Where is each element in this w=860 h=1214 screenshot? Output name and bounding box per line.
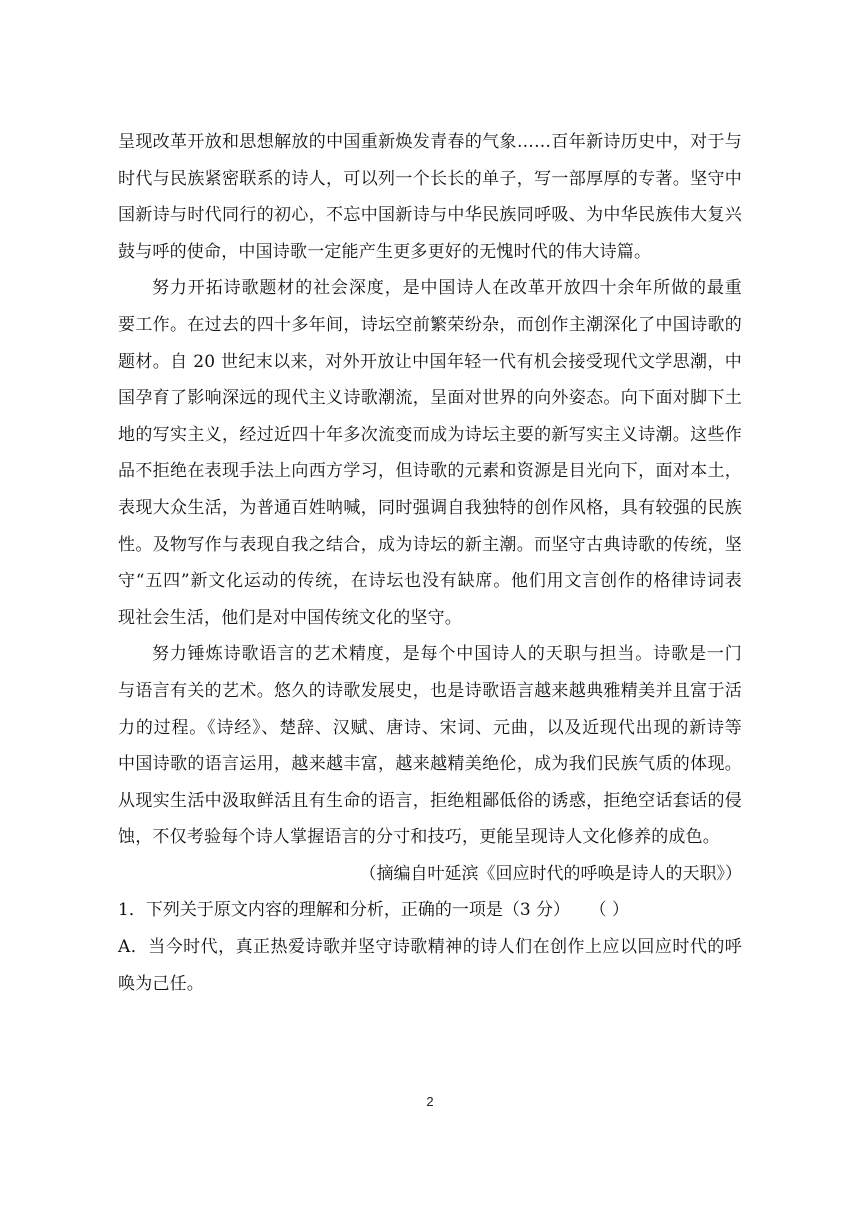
source-citation: （摘编自叶延滨《回应时代的呼唤是诗人的天职》） xyxy=(359,863,742,884)
paragraph-line: 与语言有关的艺术。悠久的诗歌发展史，也是诗歌语言越来越典雅精美并且富于活 xyxy=(118,680,742,701)
paragraph-line: 努力开拓诗歌题材的社会深度，是中国诗人在改革开放四十余年所做的最重 xyxy=(152,278,742,299)
question-1 xyxy=(118,892,742,929)
paragraph-line: 中国诗歌的语言运用，越来越丰富，越来越精美绝伦，成为我们民族气质的体现。 xyxy=(118,754,742,775)
paragraph-3 xyxy=(118,636,742,856)
paragraph-line: 呈现改革开放和思想解放的中国重新焕发青春的气象……百年新诗历史中，对于与 xyxy=(118,132,742,152)
question-text: 1．下列关于原文内容的理解和分析，正确的一项是（3 分） xyxy=(118,900,571,921)
paragraph-1 xyxy=(118,124,742,270)
option-a xyxy=(118,929,742,1002)
paragraph-line: 国新诗与时代同行的初心，不忘中国新诗与中华民族同呼吸、为中华民族伟大复兴 xyxy=(118,205,742,226)
paragraph-line: 品不拒绝在表现手法上向西方学习，但诗歌的元素和资源是目光向下，面对本土， xyxy=(118,461,742,482)
option-line: 唤为己任。 xyxy=(118,973,204,994)
paragraph-line: 要工作。在过去的四十多年间，诗坛空前繁荣纷杂，而创作主潮深化了中国诗歌的 xyxy=(118,314,742,335)
option-line: A．当今时代，真正热爱诗歌并坚守诗歌精神的诗人们在创作上应以回应时代的呼 xyxy=(118,937,742,958)
paragraph-line: 性。及物写作与表现自我之结合，成为诗坛的新主潮。而坚守古典诗歌的传统，坚 xyxy=(118,534,742,555)
paragraph-line: 地的写实主义，经过近四十年多次流变而成为诗坛主要的新写实主义诗潮。这些作 xyxy=(118,424,742,445)
paragraph-line: 表现大众生活，为普通百姓呐喊，同时强调自我独特的创作风格，具有较强的民族 xyxy=(118,497,742,518)
paragraph-line: 力的过程。《诗经》、楚辞、汉赋、唐诗、宋词、元曲，以及近现代出现的新诗等 xyxy=(118,717,742,738)
paragraph-line: 题材。自 20 世纪末以来，对外开放让中国年轻一代有机会接受现代文学思潮，中 xyxy=(118,351,742,372)
paragraph-line: 从现实生活中汲取鲜活且有生命的语言，拒绝粗鄙低俗的诱惑，拒绝空话套话的侵 xyxy=(118,790,742,811)
paragraph-line: 蚀，不仅考验每个诗人掌握语言的分寸和技巧，更能呈现诗人文化修养的成色。 xyxy=(118,827,720,848)
paragraph-line: 努力锤炼诗歌语言的艺术精度，是每个中国诗人的天职与担当。诗歌是一门 xyxy=(152,644,742,665)
paragraph-2 xyxy=(118,270,742,636)
paragraph-line: 国孕育了影响深远的现代主义诗歌潮流，呈面对世界的向外姿态。向下面对脚下土 xyxy=(118,388,742,409)
answer-blank: （ ） xyxy=(598,900,629,921)
paragraph-line: 现社会生活，他们是对中国传统文化的坚守。 xyxy=(118,607,462,628)
page-number: 2 xyxy=(426,1094,434,1109)
document-body xyxy=(118,124,742,1002)
paragraph-line: 鼓与呼的使命，中国诗歌一定能产生更多更好的无愧时代的伟大诗篇。 xyxy=(118,241,652,262)
paragraph-line: 守“五四”新文化运动的传统，在诗坛也没有缺席。他们用文言创作的格律诗词表 xyxy=(118,571,742,592)
paragraph-line: 时代与民族紧密联系的诗人，可以列一个长长的单子，写一部厚厚的专著。坚守中 xyxy=(118,168,742,189)
